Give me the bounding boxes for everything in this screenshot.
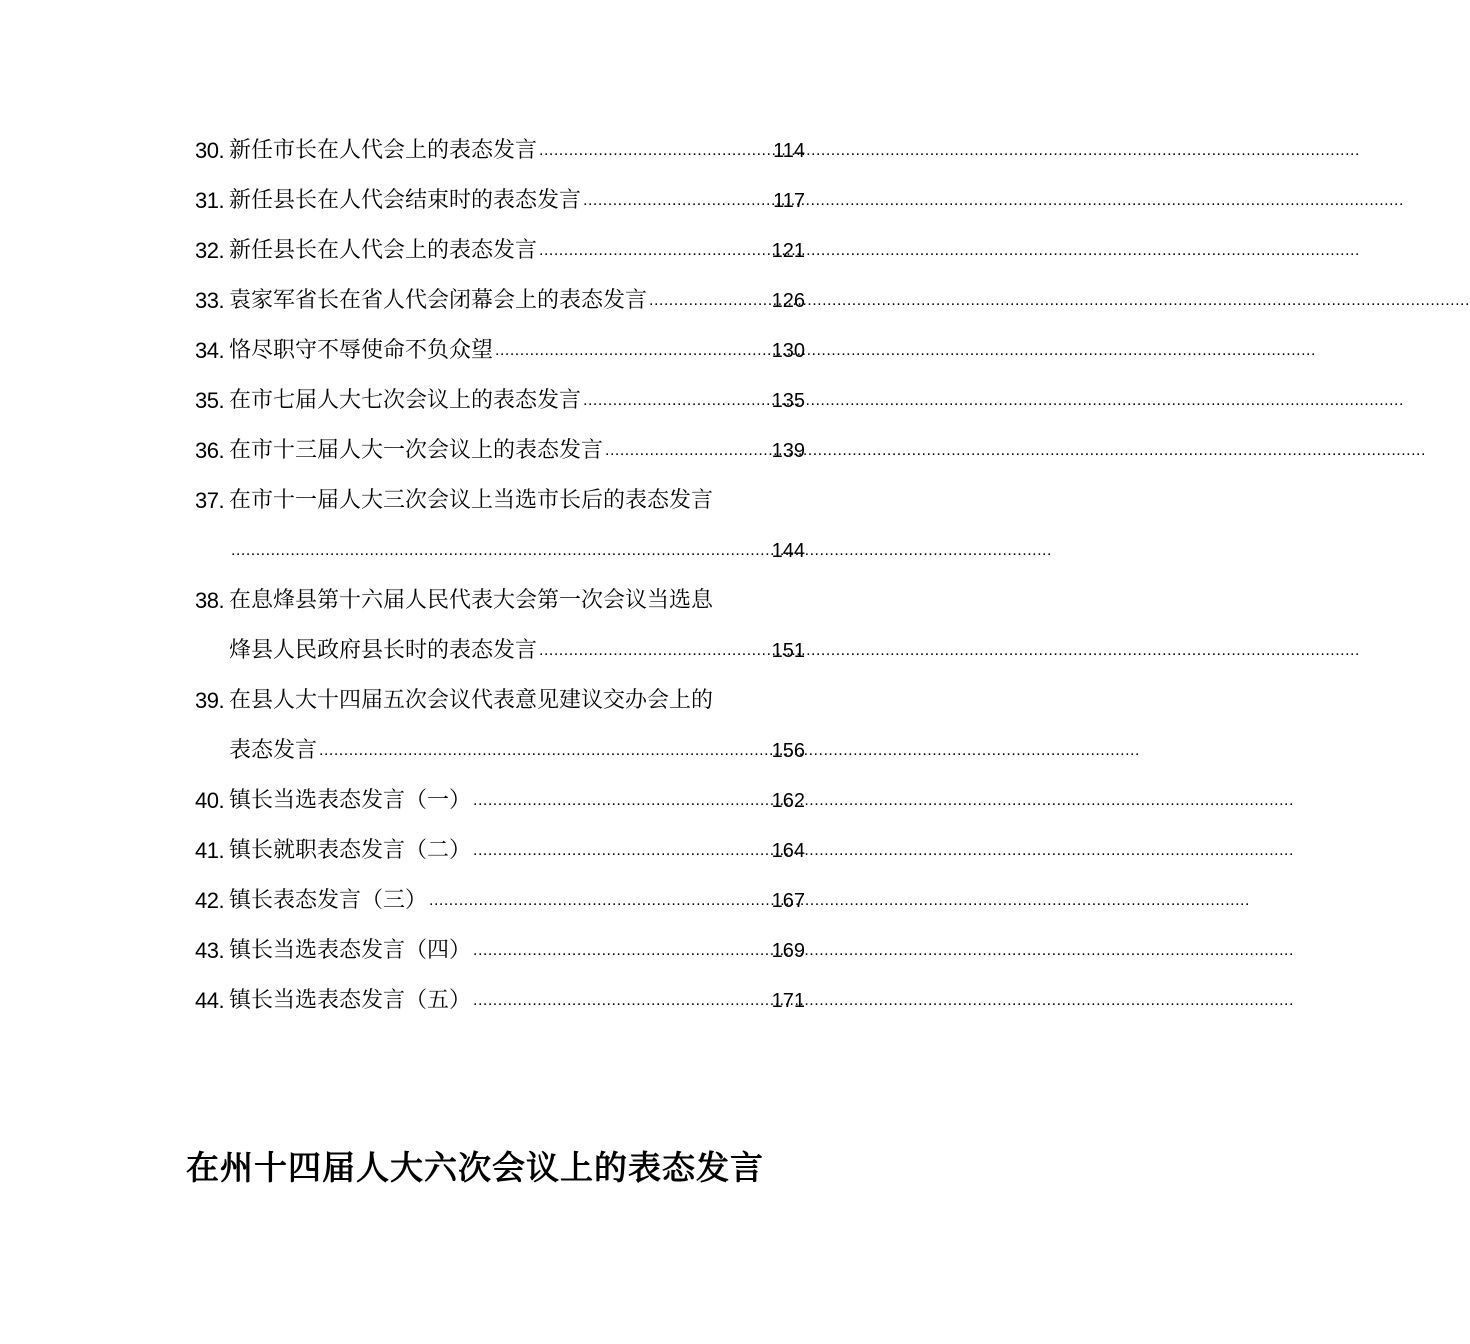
toc-entry-number: 43. — [195, 938, 225, 963]
toc-entry-line — [195, 826, 805, 876]
toc-entry-page-number: 169 — [771, 940, 805, 962]
toc-entry-number: 44. — [195, 988, 225, 1013]
toc-entry-page-number: 139 — [771, 440, 805, 462]
toc-entry-line — [195, 876, 805, 926]
toc-entry-title: 镇长就职表态发言（二） — [229, 838, 472, 863]
toc-entry-page-number: 144 — [771, 540, 805, 562]
toc-leader-dots — [649, 276, 770, 326]
toc-leader-dots — [473, 826, 770, 876]
toc-entry-line — [195, 426, 805, 476]
toc-leader-dots — [583, 376, 770, 426]
toc-entry-line — [195, 776, 805, 826]
toc-entry-title: 镇长表态发言（三） — [229, 888, 428, 913]
toc-entry-title: 在息烽县第十六届人民代表大会第一次会议当选息 — [229, 588, 714, 613]
toc-entry-title: 新任市长在人代会上的表态发言 — [229, 138, 538, 163]
toc-leader-dots — [583, 176, 771, 226]
toc-entry-page-number: 162 — [771, 790, 805, 812]
toc-entry-page-number: 114 — [773, 140, 805, 162]
toc-entry-number: 32. — [195, 238, 225, 263]
toc-entry-title: 在市十三届人大一次会议上的表态发言 — [229, 438, 604, 463]
toc-entry-number: 34. — [195, 338, 225, 363]
toc-entry-line — [195, 326, 805, 376]
toc-entry-title: 袁家军省长在省人代会闭幕会上的表态发言 — [229, 288, 648, 313]
toc-entry-title: 新任县长在人代会结束时的表态发言 — [229, 188, 582, 213]
toc-entry-title: 镇长当选表态发言（四） — [229, 938, 472, 963]
toc-leader-dots — [539, 226, 770, 276]
toc-entry-number: 37. — [195, 488, 225, 513]
toc-entry-line — [195, 976, 805, 1026]
table-of-contents — [195, 126, 805, 1026]
toc-entry-title: 在市十一届人大三次会议上当选市长后的表态发言 — [229, 488, 714, 513]
toc-entry-page-number: 156 — [771, 740, 805, 762]
toc-entry-title: 在市七届人大七次会议上的表态发言 — [229, 388, 582, 413]
toc-leader-dots — [539, 626, 770, 676]
toc-entry-number: 38. — [195, 588, 225, 613]
toc-leader-dots — [539, 126, 771, 176]
toc-entry-line — [195, 476, 805, 526]
toc-entry-line — [195, 126, 805, 176]
toc-entry-page-number: 171 — [771, 990, 805, 1012]
toc-leader-dots — [319, 726, 770, 776]
toc-entry-title: 烽县人民政府县长时的表态发言 — [229, 638, 538, 663]
toc-entry-page-number: 121 — [771, 240, 805, 262]
toc-leader-dots — [605, 426, 770, 476]
toc-entry-line — [195, 676, 805, 726]
toc-leader-dots — [429, 876, 770, 926]
toc-entry-number: 36. — [195, 438, 225, 463]
toc-entry-line — [195, 376, 805, 426]
toc-entry-line — [195, 626, 805, 676]
toc-entry-title: 镇长当选表态发言（一） — [229, 788, 472, 813]
toc-entry-title: 镇长当选表态发言（五） — [229, 988, 472, 1013]
toc-entry-line — [195, 226, 805, 276]
toc-entry-page-number: 130 — [771, 340, 805, 362]
toc-entry-number: 35. — [195, 388, 225, 413]
toc-entry-line — [195, 926, 805, 976]
toc-entry-number: 31. — [195, 188, 225, 213]
toc-entry-page-number: 135 — [771, 390, 805, 412]
toc-leader-dots — [473, 926, 770, 976]
toc-leader-dots — [473, 976, 770, 1026]
toc-entry-line — [195, 576, 805, 626]
toc-entry-number: 40. — [195, 788, 225, 813]
toc-entry-line — [195, 276, 805, 326]
toc-entry-page-number: 151 — [771, 640, 805, 662]
toc-entry-number: 41. — [195, 838, 225, 863]
section-title: 在州十四届人大六次会议上的表态发言 — [186, 1148, 764, 1187]
toc-entry-line — [195, 726, 805, 776]
toc-entry-line — [195, 526, 805, 576]
toc-entry-title: 新任县长在人代会上的表态发言 — [229, 238, 538, 263]
toc-entry-title: 恪尽职守不辱使命不负众望 — [229, 338, 494, 363]
toc-entry-page-number: 117 — [773, 190, 805, 212]
toc-leader-dots — [473, 776, 770, 826]
toc-entry-number: 33. — [195, 288, 225, 313]
toc-entry-title: 表态发言 — [229, 738, 318, 763]
toc-entry-number: 30. — [195, 138, 225, 163]
toc-entry-title: 在县人大十四届五次会议代表意见建议交办会上的 — [229, 688, 714, 713]
toc-entry-line — [195, 176, 805, 226]
toc-entry-page-number: 164 — [771, 840, 805, 862]
toc-entry-number: 42. — [195, 888, 225, 913]
toc-entry-page-number: 126 — [771, 290, 805, 312]
toc-leader-dots — [495, 326, 770, 376]
toc-leader-dots — [231, 526, 770, 576]
toc-entry-number: 39. — [195, 688, 225, 713]
toc-entry-page-number: 167 — [771, 890, 805, 912]
